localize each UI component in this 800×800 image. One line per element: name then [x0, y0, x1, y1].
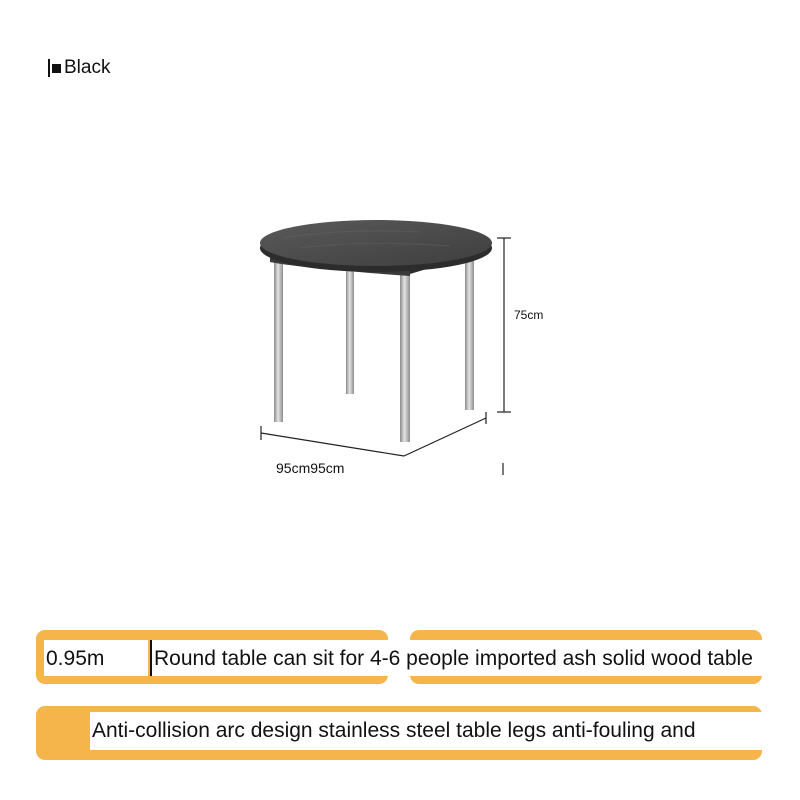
height-dimension-line [497, 238, 511, 412]
front-right-leg [400, 266, 410, 442]
color-name: Black [64, 57, 111, 78]
back-left-leg [346, 266, 354, 394]
back-right-leg [465, 252, 474, 410]
height-dimension-label: 75cm [514, 308, 544, 322]
tabletop [260, 220, 492, 272]
table-legs [274, 252, 474, 442]
feature-text-line-2: Anti-collision arc design stainless steel table legs anti-fouling and [90, 712, 800, 750]
feature-text-line-1: Round table can sit for 4-6 people imported ash solid wood table [150, 640, 800, 676]
width-dimension-label: 95cm95cm [276, 460, 345, 476]
size-value: 0.95m [44, 640, 148, 676]
front-left-leg [274, 260, 283, 422]
